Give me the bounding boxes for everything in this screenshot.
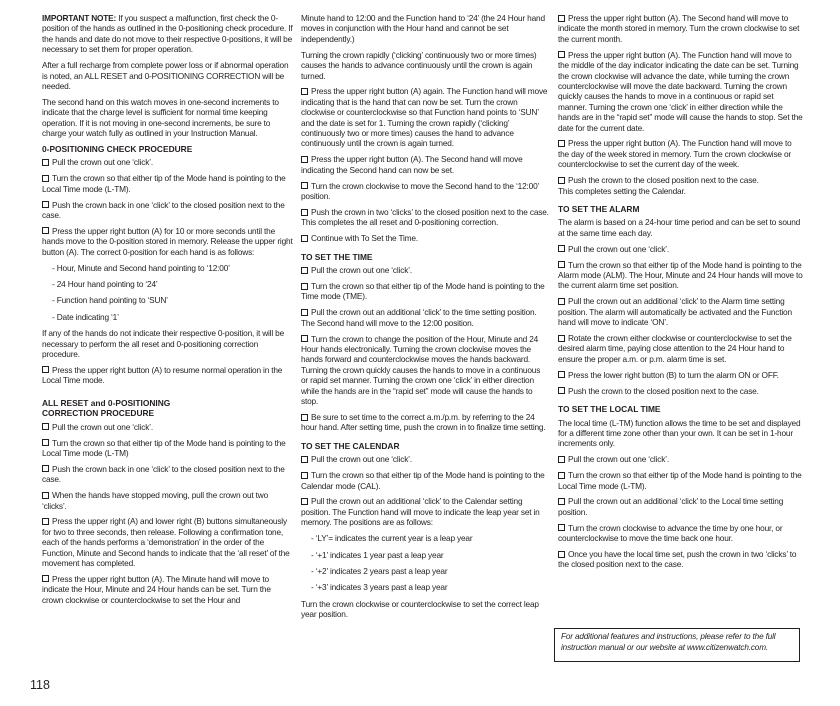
- checkbox-icon: [42, 492, 49, 499]
- checkbox-icon: [42, 575, 49, 582]
- checkbox-icon: [558, 335, 565, 342]
- checkbox-icon: [558, 524, 565, 531]
- checkbox-step: Push the crown to the closed position next to the case. This completes setting the Calendar.: [558, 175, 759, 196]
- column-middle: [301, 13, 549, 620]
- important-note-text: If you suspect a malfunction, first check the 0-position of the hands as outlined in the 0-positioning check procedure. If the hands and date do not move to their respective 0-positions, it will be necessary to set them for proper operation.: [42, 13, 293, 55]
- checkbox-icon: [301, 309, 308, 316]
- local-intro: The local time (L-TM) function allows the time to be set and displayed for a different time zone other than your own. It can be set in 1-hour increments only.: [558, 417, 801, 449]
- zero-position-list: [52, 263, 293, 323]
- checkbox-step: Push the crown back in one ‘click’ to the closed position next to the case.: [42, 463, 285, 485]
- page-number: 118: [30, 678, 50, 692]
- checkbox-step: Turn the crown so that either tip of the Mode hand is pointing to the Local Time mode (L-TM).: [558, 470, 802, 491]
- check-procedure-heading: 0-POSITIONING CHECK PROCEDURE: [42, 143, 193, 154]
- checkbox-step: Turn the crown clockwise to move the Second hand to the ‘12:00’ position.: [301, 180, 539, 202]
- checkbox-icon: [301, 88, 308, 95]
- checkbox-step: Press the upper right button (A) again. The Function hand will move indicating that is the hand that can now be set. Turn the crown clockwise or counterclockwise so that Function hand points to ‘SUN’ and the date is set for 1. Turning the crown rapidly (‘clicking’ continuously two or more times) causes the hand to advance continuously until the crown is again turned.: [301, 86, 548, 149]
- checkbox-step: Pull the crown out one ‘click’.: [558, 244, 804, 254]
- checkbox-icon: [42, 423, 49, 430]
- checkbox-step: Press the upper right button (A). The Minute hand will move to indicate the Hour, Minute and 24 Hour hands can be set. Turn the crown clockwise or counterclockwise to set the Hour and: [42, 573, 271, 605]
- checkbox-icon: [558, 261, 565, 268]
- set-local-time-heading: TO SET THE LOCAL TIME: [558, 404, 661, 415]
- leap-year-list: [311, 533, 549, 593]
- list-item: - ‘+1’ indicates 1 year past a leap year: [311, 549, 444, 560]
- checkbox-step: Turn the crown clockwise to advance the time by one hour, or counterclockwise to move the time back one hour.: [558, 522, 783, 544]
- checkbox-step: Rotate the crown either clockwise or counterclockwise to set the desired alarm time, paying close attention to the 24 Hour hand to ensure the proper a.m. or p.m. alarm time is set.: [558, 333, 792, 364]
- list-item: - ‘LY’= indicates the current year is a leap year: [311, 533, 473, 544]
- checkbox-icon: [301, 335, 308, 342]
- checkbox-icon: [301, 472, 308, 479]
- checkbox-icon: [558, 551, 565, 558]
- checkbox-icon: [558, 51, 565, 58]
- checkbox-step: Press the upper right button (A). The Function hand will move to the day of the week stored in memory. Turn the crown clockwise or counterclockwise to set the current day of the week.: [558, 138, 792, 170]
- second-hand-paragraph: The second hand on this watch moves in one-second increments to indicate that the charge level is sufficient for normal time keeping operation. If it is not moving in one-second increments, be sure to charge your watch fully as outlined in your Instruction Manual.: [42, 96, 279, 139]
- checkbox-icon: [301, 498, 308, 505]
- checkbox-step: Press the upper right button (A). The Function hand will move to the middle of the day indicator indicating the date can be set. Turning the crown clockwise will advance the date, while turning the crown counterclockwise will move the date backward. Turning the crown quickly causes the hands to move in a continuous or rapid set manner. Turning the crown one ‘click’ in either direction while the hands are in the “rapid set” mode will cause the hands to stop. Set the date for the current date.: [558, 49, 803, 133]
- checkbox-step: Press the upper right (A) and lower right (B) buttons simultaneously for two to three seconds, then release. Following a confirmation tone, each of the hands performs a ‘demonstration’ in the order of the Function, Minute and Second hands to indicate that the ‘all reset’ of the movement has completed.: [42, 516, 290, 569]
- checkbox-icon: [42, 465, 49, 472]
- list-item: - Function hand pointing to ‘SUN’: [52, 295, 168, 306]
- checkbox-icon: [301, 414, 308, 421]
- checkbox-step: Once you have the local time set, push the crown in two ‘clicks’ to the closed position next to the case.: [558, 549, 797, 570]
- checkbox-step: Press the upper right button (A) to resume normal operation in the Local Time mode.: [42, 364, 283, 386]
- checkbox-icon: [558, 387, 565, 394]
- checkbox-icon: [301, 156, 308, 163]
- checkbox-icon: [42, 518, 49, 525]
- checkbox-step: Press the upper right button (A). The Second hand will move indicating the Second hand can now be set.: [301, 154, 523, 175]
- checkbox-icon: [558, 15, 565, 22]
- leap-turn-paragraph: Turn the crown clockwise or counterclockwise to set the correct leap year position.: [301, 598, 539, 620]
- checkbox-step: Pull the crown out an additional ‘click’ to the Calendar setting position. The Function hand will move to indicate the leap year set in memory. The positions are as follows:: [301, 496, 540, 528]
- list-item: - Date indicating ‘1’: [52, 311, 119, 322]
- calendar-complete-text: This completes setting the Calendar.: [558, 185, 686, 196]
- column-right: [558, 13, 804, 570]
- set-alarm-heading: TO SET THE ALARM: [558, 204, 640, 214]
- checkbox-icon: [42, 175, 49, 182]
- checkbox-icon: [301, 209, 308, 216]
- set-time-heading: TO SET THE TIME: [301, 251, 373, 262]
- checkbox-step: Pull the crown out an additional ‘click’ to the Alarm time setting position. The alarm will automatically be activated and the Function hand will move to indicate ‘ON’.: [558, 296, 792, 328]
- checkbox-icon: [558, 371, 565, 378]
- important-note: [42, 13, 293, 55]
- list-item: - Hour, Minute and Second hand pointing to ‘12:00’: [52, 262, 230, 273]
- checkbox-step: Pull the crown out one ‘click’.: [42, 422, 293, 432]
- checkbox-step: Turn the crown to change the position of the Hour, Minute and 24 Hour hands electronically. Turning the crown clockwise moves the hands forward and counterclockwise moves the hands backward. Turning the crown quickly causes the hands to move in a continuous or rapid set manner. Turning the crown one ‘click’ in either direction while the hands are in the “rapid set” mode will cause the hands to stop.: [301, 333, 541, 407]
- important-note-label: IMPORTANT NOTE:: [42, 13, 117, 23]
- checkbox-icon: [301, 182, 308, 189]
- if-any-paragraph: If any of the hands do not indicate their respective 0-position, it will be necessary to perform the all reset and 0-positioning correction procedure.: [42, 328, 285, 360]
- checkbox-icon: [301, 456, 308, 463]
- list-item: - 24 Hour hand pointing to ‘24’: [52, 279, 158, 290]
- checkbox-step: When the hands have stopped moving, pull the crown out two ‘clicks’.: [42, 490, 269, 511]
- checkbox-step: Press the upper right button (A). The Second hand will move to indicate the month stored in memory. Turn the crown clockwise to set the current month.: [558, 13, 800, 44]
- rapid-paragraph: Turning the crown rapidly (‘clicking’ continuously two or more times) causes the hands to advance continuously until the crown is again turned.: [301, 49, 537, 81]
- checkbox-icon: [558, 140, 565, 147]
- checkbox-step: Turn the crown so that either tip of the Mode hand is pointing to the Calendar mode (CAL).: [301, 470, 545, 491]
- set-calendar-heading: TO SET THE CALENDAR: [301, 440, 400, 451]
- checkbox-icon: [301, 283, 308, 290]
- checkbox-step: Pull the crown out an additional ‘click’ to the Local time setting position.: [558, 496, 784, 517]
- checkbox-step: Push the crown to the closed position next to the case.: [558, 386, 804, 396]
- checkbox-step: Press the lower right button (B) to turn the alarm ON or OFF.: [558, 370, 804, 380]
- checkbox-icon: [558, 298, 565, 305]
- checkbox-step: Be sure to set time to the correct a.m./p.m. by referring to the 24 hour hand. After setting time, push the crown in to finalize time setting.: [301, 412, 546, 433]
- reset-procedure-heading: ALL RESET and 0-POSITIONING CORRECTION PROCEDURE: [42, 397, 171, 419]
- checkbox-step: Push the crown in two ‘clicks’ to the closed position next to the case. This completes the all reset and 0-positioning correction.: [301, 207, 549, 228]
- checkbox-icon: [301, 267, 308, 274]
- alarm-intro: The alarm is based on a 24-hour time period and can be set to sound at the same time each day.: [558, 217, 801, 238]
- checkbox-step: Push the crown back in one ‘click’ to the closed position next to the case.: [42, 199, 285, 220]
- checkbox-icon: [42, 227, 49, 234]
- checkbox-icon: [558, 177, 565, 184]
- checkbox-step: Pull the crown out one ‘click’.: [42, 157, 293, 167]
- checkbox-step: Turn the crown so that either tip of the Mode hand is pointing to the Local Time mode (L-TM): [42, 437, 286, 458]
- checkbox-icon: [42, 439, 49, 446]
- checkbox-step: Turn the crown so that either tip of the Mode hand is pointing to the Time mode (TME).: [301, 281, 545, 302]
- checkbox-step: Pull the crown out one ‘click’.: [301, 454, 549, 464]
- checkbox-icon: [42, 366, 49, 373]
- checkbox-icon: [558, 472, 565, 479]
- checkbox-icon: [558, 245, 565, 252]
- checkbox-icon: [42, 201, 49, 208]
- checkbox-icon: [301, 235, 308, 242]
- list-item: - ‘+2’ indicates 2 years past a leap year: [311, 565, 448, 576]
- checkbox-step: Press the upper right button (A) for 10 or more seconds until the hands move to the 0-position stored in memory. Release the upper right button (A). The correct 0-position for each hand is as follows:: [42, 225, 293, 257]
- checkbox-step: Pull the crown out one ‘click’.: [301, 265, 549, 275]
- checkbox-step: Continue with To Set the Time.: [301, 233, 549, 243]
- list-item: - ‘+3’ indicates 3 years past a leap year: [311, 582, 448, 593]
- continued-paragraph: Minute hand to 12:00 and the Function hand to ‘24’ (the 24 Hour hand moves in conjunction with the Hour hand and cannot be set independently.): [301, 13, 545, 44]
- checkbox-step: Pull the crown out an additional ‘click’ to the time setting position. The Second hand will move to the 12:00 position.: [301, 307, 537, 328]
- checkbox-step: Pull the crown out one ‘click’.: [558, 454, 804, 464]
- checkbox-icon: [558, 456, 565, 463]
- column-left: [42, 13, 293, 605]
- recharge-paragraph: After a full recharge from complete power loss or if abnormal operation is noted, an ALL RESET and 0-POSITIONING CORRECTION will be needed.: [42, 60, 289, 91]
- checkbox-step: Turn the crown so that either tip of the Mode hand is pointing to the Local Time mode (L-TM).: [42, 173, 286, 194]
- checkbox-step: Turn the crown so that either tip of the Mode hand is pointing to the Alarm mode (ALM). The Hour, Minute and 24 Hour hands will move to the current alarm time set position.: [558, 259, 803, 291]
- checkbox-icon: [558, 498, 565, 505]
- footnote-box: For additional features and instructions, please refer to the full instruction manual or our website at www.citizenwatch.com.: [554, 628, 800, 662]
- checkbox-icon: [42, 159, 49, 166]
